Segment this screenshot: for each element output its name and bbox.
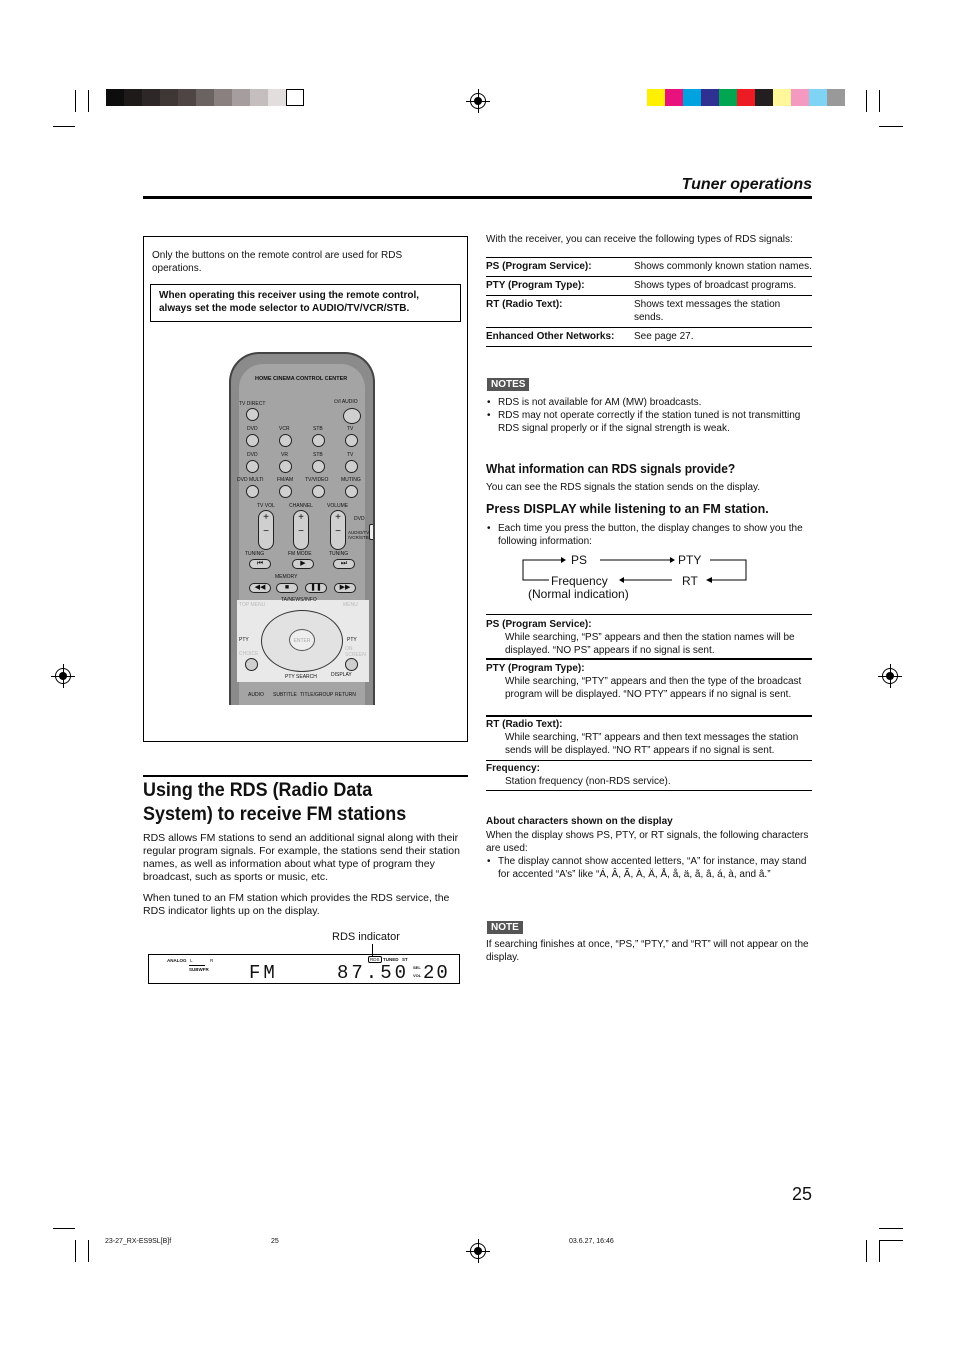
row1-label: VCR (279, 426, 290, 432)
enter-label: ENTER (293, 638, 311, 644)
signal-key: Enhanced Other Networks: (486, 328, 634, 347)
tv-direct-label: TV DIRECT (239, 401, 266, 407)
pause-button[interactable]: ❚❚ (305, 583, 327, 593)
stb-button[interactable] (312, 460, 325, 473)
table-row (486, 258, 812, 277)
desc-pty (486, 662, 812, 701)
vol-label: VOL (413, 973, 422, 978)
remote-control-illustration (229, 352, 375, 705)
on-screen-label: ON SCREEN (345, 646, 366, 658)
table-row (486, 296, 812, 328)
band-readout: FM (249, 962, 278, 984)
desc-title: RT (Radio Text): (486, 719, 563, 730)
what-heading: What information can RDS signals provide? (486, 461, 736, 476)
audio-power-button[interactable] (343, 408, 361, 424)
section-title: Tuner operations (681, 176, 812, 193)
on-screen-button[interactable] (345, 658, 358, 671)
row3-label: DVD MULTI (237, 477, 264, 483)
tuning-label: TUNING (329, 551, 349, 557)
row3-label: FM/AM (277, 477, 294, 483)
list-item: • RDS may not operate correctly if the station tuned is not transmitting RDS signal properly or if the signal strength is weak. (486, 409, 812, 435)
remote-intro-text: Only the buttons on the remote control are used for RDS operations. (152, 250, 403, 274)
crop-mark (75, 90, 76, 112)
rds-signal-table (486, 257, 812, 347)
rewind-button[interactable]: ◀◀ (249, 583, 271, 593)
color-swatch (106, 89, 124, 106)
subwfr-label: SUBWFR (189, 967, 209, 972)
vol-label: VOLUME (327, 503, 349, 509)
mode-label: DVD (354, 516, 365, 522)
color-swatch (160, 89, 178, 106)
signal-value: Shows text messages the station sends. (634, 296, 812, 328)
row1-label: DVD (247, 426, 258, 432)
registration-mark-icon (882, 668, 898, 684)
signal-key: RT (Radio Text): (486, 296, 634, 328)
tv-vol-rocker[interactable]: + − (258, 510, 274, 550)
tuning-up-button[interactable]: ⏭ (333, 559, 355, 569)
vol-label: CHANNEL (289, 503, 313, 509)
stb-power-button[interactable] (312, 434, 325, 447)
warning-box (150, 284, 461, 322)
pty-left-label: PTY (239, 637, 249, 643)
desc-text: While searching, “RT” appears and then text messages the station sends will be displayed. “NO RT” appears if no signal is sent. (505, 732, 799, 756)
st-indicator: ST (402, 957, 408, 962)
fm-mode-button[interactable]: ▶ (292, 559, 314, 569)
channel-rocker[interactable]: + − (293, 510, 309, 550)
color-swatch (665, 89, 683, 106)
dvd-power-button[interactable] (246, 434, 259, 447)
volume-rocker[interactable]: + − (330, 510, 346, 550)
divider (486, 760, 812, 761)
ta-news-label: TA/NEWS/INFO (281, 597, 317, 603)
choice-label: CHOICE (239, 651, 259, 657)
display-label: DISPLAY (331, 672, 352, 678)
desc-rt (486, 718, 812, 757)
color-swatch (791, 89, 809, 106)
notes-label: NOTES (487, 378, 529, 391)
desc-text: While searching, “PTY” appears and then the type of the broadcast program will be displayed. “NO PTY” appears if no signal is sent. (505, 676, 802, 700)
warning-text: When operating this receiver using the remote control, always set the mode selector to AUDIO/TV/VCR/STB. (159, 290, 420, 314)
memory-label: MEMORY (275, 574, 298, 580)
crop-mark (88, 1240, 89, 1262)
color-swatch (196, 89, 214, 106)
cycle-pty: PTY (678, 553, 702, 567)
tuning-down-button[interactable]: ⏮ (249, 559, 271, 569)
color-swatch (683, 89, 701, 106)
crop-mark (75, 1240, 76, 1262)
row2-label: TV (347, 452, 354, 458)
signal-key: PS (Program Service): (486, 258, 634, 277)
intro-paragraph: RDS allows FM stations to send an additional signal along with their regular program signals. For example, the stations send their station names, as well as information about what type of program they broadcast, such as sports or music, etc. (143, 832, 460, 883)
row2-label: VR (281, 452, 288, 458)
press-display-heading: Press DISPLAY while listening to an FM station. (486, 502, 769, 516)
signal-value: Shows types of broadcast programs. (634, 277, 812, 296)
cycle-normal: (Normal indication) (528, 587, 629, 601)
color-swatch (178, 89, 196, 106)
cycle-arrows (520, 550, 752, 605)
choice-button[interactable] (245, 658, 258, 671)
vcr-power-button[interactable] (279, 434, 292, 447)
desc-frequency (486, 762, 812, 788)
color-swatch (737, 89, 755, 106)
analog-label: ANALOG (167, 958, 187, 963)
desc-title: PTY (Program Type): (486, 663, 585, 674)
about-text: When the display shows PS, PTY, or RT signals, the following characters are used: (486, 830, 809, 854)
r-label: R (210, 958, 214, 963)
fm-mode-label: FM MODE (288, 551, 312, 557)
tv-video-button[interactable] (312, 485, 325, 498)
divider (486, 614, 812, 615)
mode-label: AUDIO/TV /VCR/STB (348, 530, 370, 540)
heading-rule (143, 775, 468, 777)
tv-direct-button[interactable] (246, 408, 259, 421)
cycle-frequency: Frequency (551, 574, 608, 588)
fast-forward-button[interactable]: ▶▶ (334, 583, 356, 593)
crop-mark (53, 126, 75, 127)
divider (486, 658, 812, 660)
top-menu-label: TOP MENU (239, 602, 266, 608)
color-swatch (232, 89, 250, 106)
tv-button[interactable] (345, 460, 358, 473)
dvd-multi-button[interactable] (246, 485, 259, 498)
header-rule (143, 196, 812, 199)
l-label: L (190, 958, 193, 963)
pty-right-label: PTY (347, 637, 357, 643)
crop-mark (53, 1228, 75, 1229)
row2-label: DVD (247, 452, 258, 458)
cycle-ps: PS (571, 553, 588, 567)
registration-mark-icon (470, 93, 486, 109)
tv-power-button[interactable] (345, 434, 358, 447)
bottom-label: RETURN (335, 692, 356, 698)
vol-label: TV VOL (257, 503, 275, 509)
color-swatch (809, 89, 827, 106)
stop-button[interactable]: ■ (276, 583, 298, 593)
vr-button[interactable] (279, 460, 292, 473)
about-heading: About characters shown on the display (486, 816, 673, 827)
notes-list (486, 396, 812, 435)
tuning-label: TUNING (245, 551, 265, 557)
tuned-indicator: TUNED (383, 957, 399, 962)
about-bullet-list (486, 855, 812, 881)
bottom-label: TITLE/GROUP (300, 692, 334, 698)
press-bullet-list (486, 522, 812, 548)
row1-label: STB (313, 426, 323, 432)
desc-title: Frequency: (486, 763, 540, 774)
page-number: 25 (791, 1184, 812, 1204)
note-label: NOTE (487, 921, 523, 934)
desc-ps (486, 618, 812, 657)
bottom-label: AUDIO (248, 692, 264, 698)
row1-label: TV (347, 426, 354, 432)
row2-label: STB (313, 452, 323, 458)
remote-brand-label: HOME CINEMA CONTROL CENTER (255, 376, 348, 382)
signal-value: See page 27. (634, 328, 812, 347)
bottom-label: SUBTITLE (273, 692, 297, 698)
cycle-rt: RT (682, 574, 698, 588)
crop-mark (879, 126, 903, 127)
frequency-readout: 87.50 (337, 962, 410, 984)
rds-indicator: RDS (370, 957, 380, 962)
crop-mark (866, 90, 867, 112)
crop-mark (879, 1240, 880, 1262)
what-text: You can see the RDS signals the station sends on the display. (486, 482, 761, 493)
color-swatch (827, 89, 845, 106)
menu-label: MENU (343, 602, 358, 608)
crop-mark (879, 1228, 903, 1229)
footer-page: 25 (271, 1238, 279, 1245)
list-item: • Each time you press the button, the display changes to show you the following information: (486, 522, 812, 548)
receiver-display-panel (148, 954, 460, 984)
enter-button[interactable] (289, 629, 315, 651)
color-swatch (773, 89, 791, 106)
mode-selector-switch[interactable] (369, 524, 375, 540)
crop-mark (879, 1240, 903, 1241)
color-swatch (214, 89, 232, 106)
footer-file: 23-27_RX-ES9SL[B]f (105, 1238, 172, 1245)
divider (486, 715, 812, 717)
rds-types-intro: With the receiver, you can receive the following types of RDS signals: (486, 234, 793, 245)
registration-mark-icon (55, 668, 71, 684)
signal-value: Shows commonly known station names. (634, 258, 812, 277)
color-swatch (142, 89, 160, 106)
registration-mark-icon (470, 1243, 486, 1259)
note-text: If searching finishes at once, “PS,” “PTY,” and “RT” will not appear on the display. (486, 939, 809, 963)
table-row (486, 328, 812, 347)
color-swatch (647, 89, 665, 106)
desc-title: PS (Program Service): (486, 619, 592, 630)
row3-label: MUTING (341, 477, 361, 483)
signal-key: PTY (Program Type): (486, 277, 634, 296)
level-bar (189, 965, 205, 966)
rds-indicator-caption: RDS indicator (332, 931, 400, 943)
divider (486, 790, 812, 791)
color-swatch (286, 89, 304, 106)
desc-text: Station frequency (non-RDS service). (505, 776, 671, 787)
row3-label: TV/VIDEO (305, 477, 329, 483)
color-swatch (701, 89, 719, 106)
sel-label: SEL (413, 965, 421, 970)
display-cycle-diagram (520, 550, 752, 605)
dvd-button[interactable] (246, 460, 259, 473)
color-swatch (268, 89, 286, 106)
main-heading: Using the RDS (Radio Data System) to receive FM stations (143, 779, 407, 825)
fm-am-button[interactable] (279, 485, 292, 498)
audio-power-label: ⏻/I AUDIO (334, 399, 358, 405)
preset-readout: 20 (423, 962, 450, 984)
crop-mark (866, 1240, 867, 1262)
muting-button[interactable] (345, 485, 358, 498)
color-swatch (755, 89, 773, 106)
color-swatch (719, 89, 737, 106)
crop-mark (88, 90, 89, 112)
list-item: • The display cannot show accented letters, “A” for instance, may stand for accented “A’s” like “Á, Â, Ã, À, Ä, Å, å, ä, ã, â, á, à, and â.” (486, 855, 812, 881)
color-swatch (250, 89, 268, 106)
color-swatch (124, 89, 142, 106)
list-item: • RDS is not available for AM (MW) broadcasts. (486, 396, 812, 409)
footer-date: 03.6.27, 16:46 (569, 1238, 614, 1245)
table-row (486, 277, 812, 296)
desc-text: While searching, “PS” appears and then the station names will be displayed. “NO PS” appears if no signal is sent. (505, 632, 795, 656)
crop-mark (879, 90, 880, 112)
intro-paragraph: When tuned to an FM station which provides the RDS service, the RDS indicator lights up on the display. (143, 892, 450, 917)
pty-search-label: PTY SEARCH (285, 674, 317, 680)
